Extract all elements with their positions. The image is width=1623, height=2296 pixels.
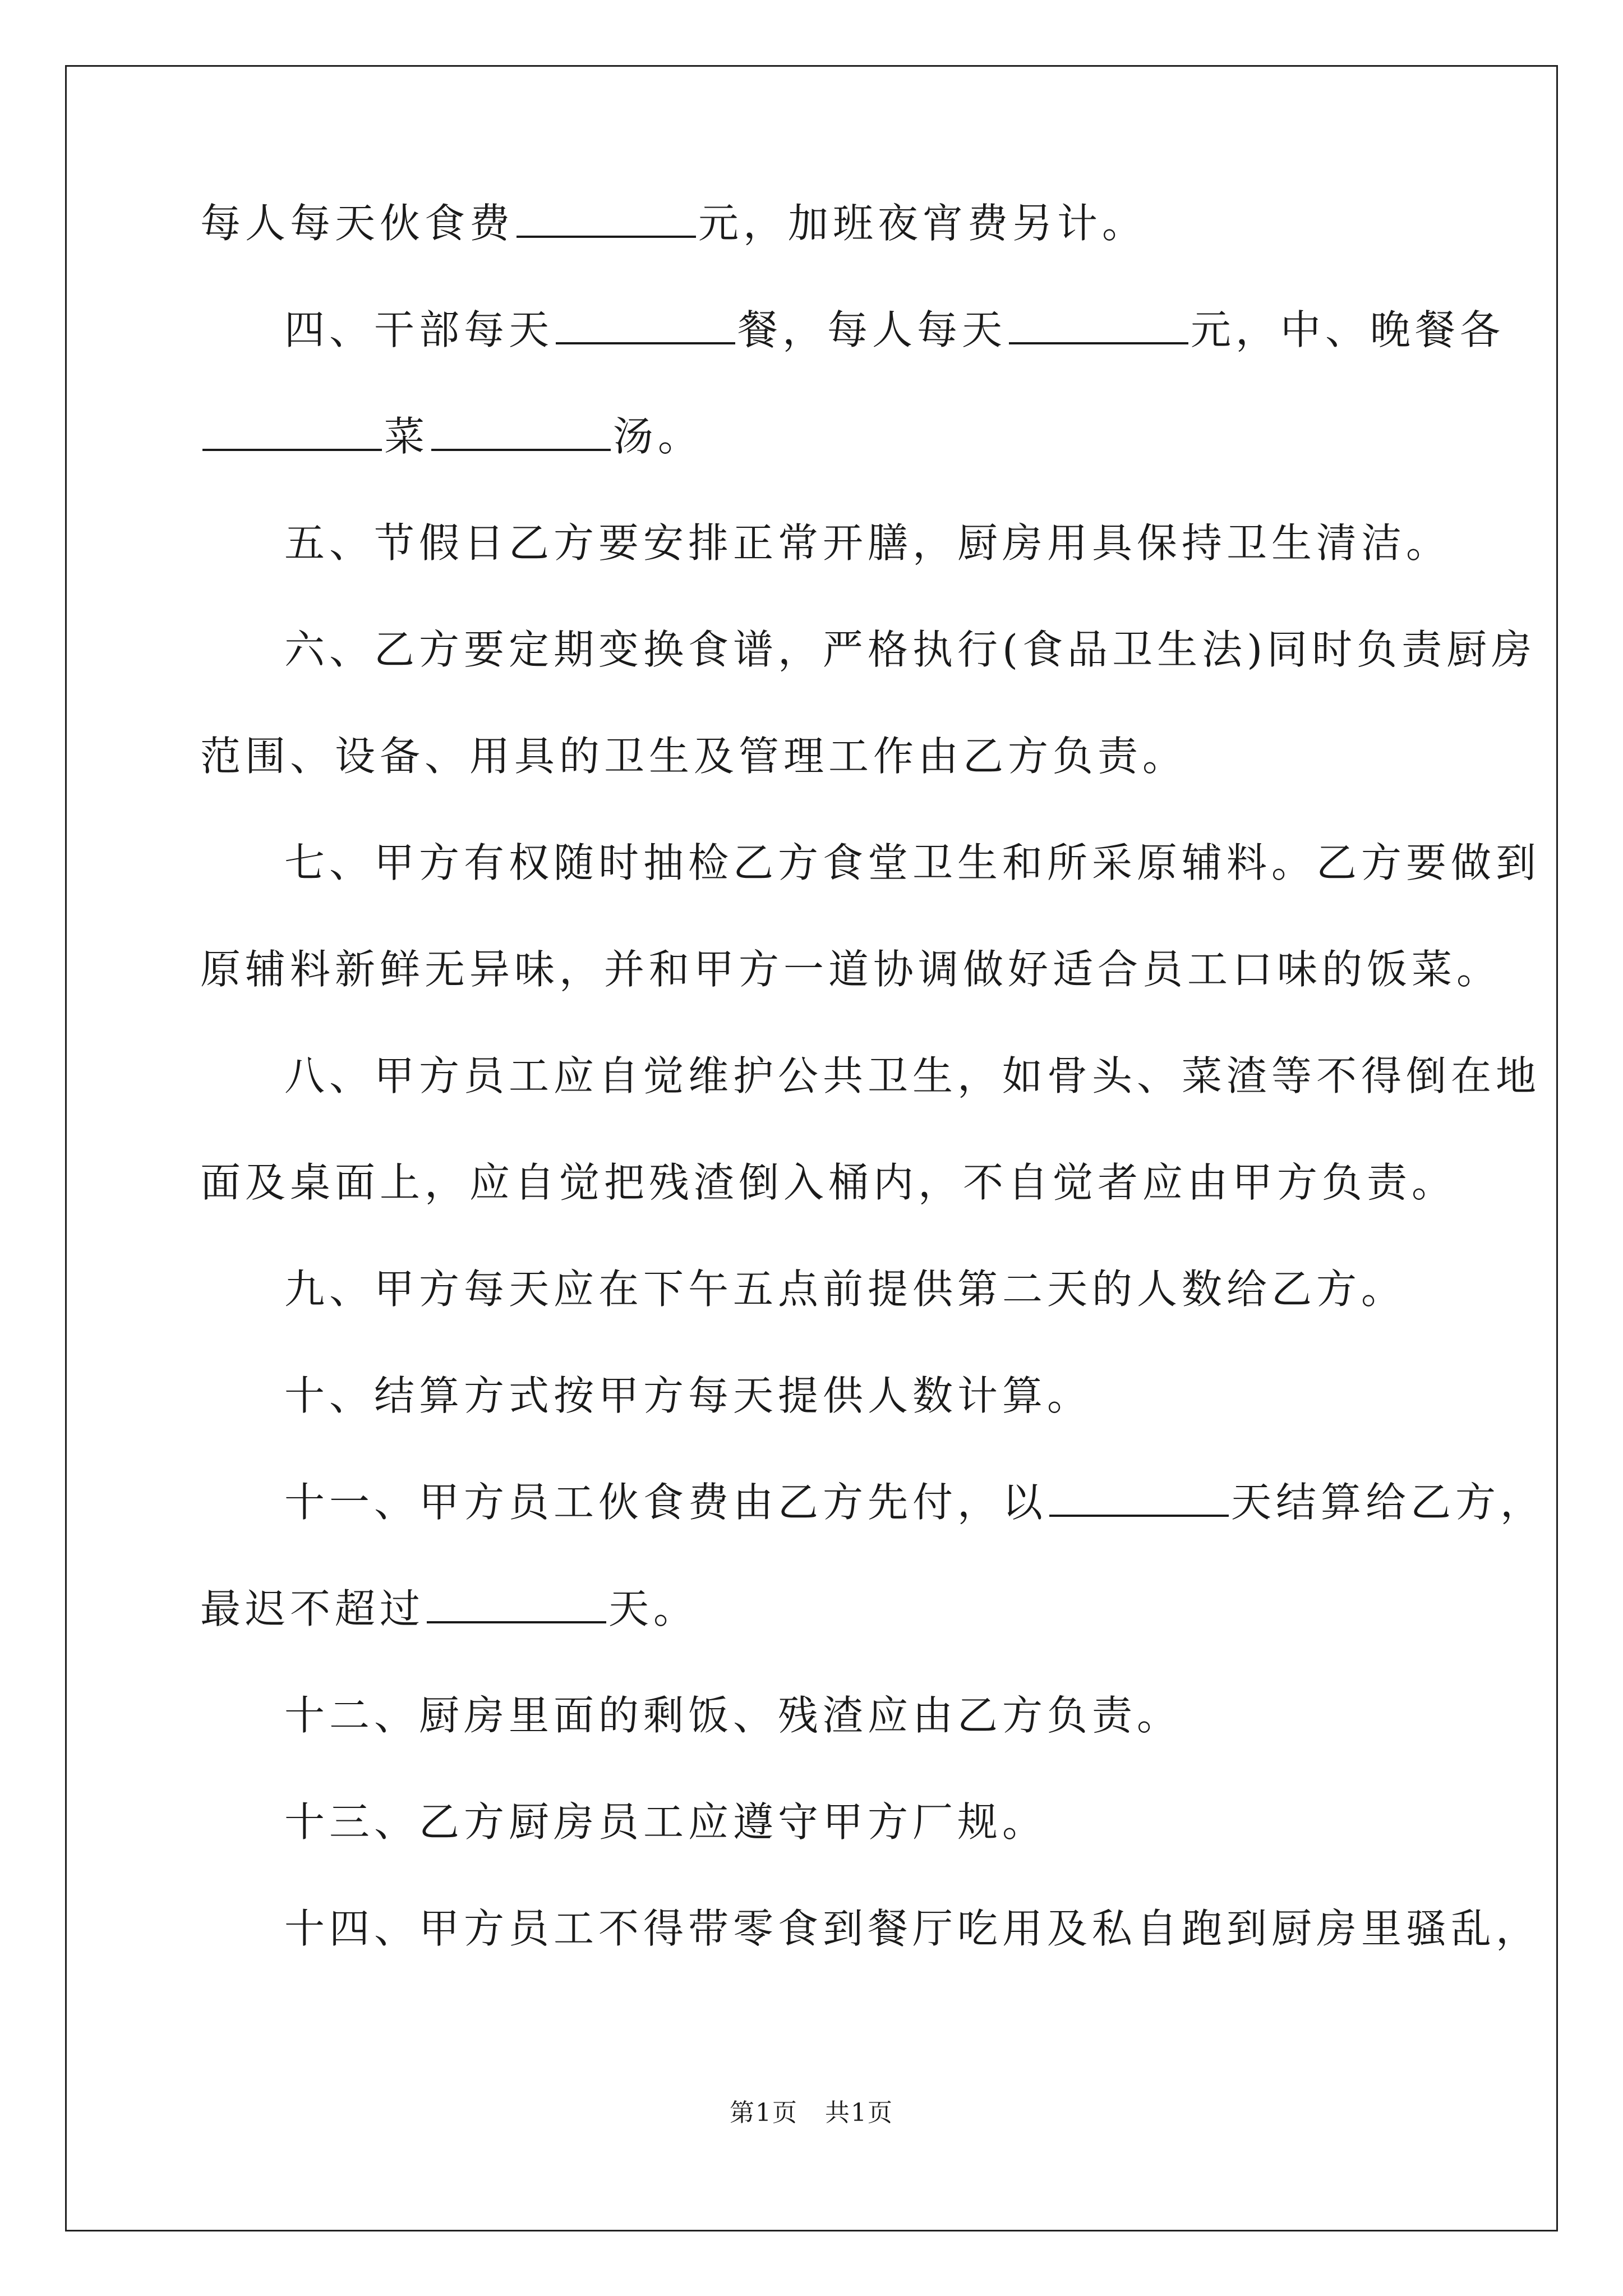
fill-in-blank (427, 1570, 606, 1623)
footer-gap (798, 2099, 825, 2127)
fill-in-blank (431, 397, 611, 451)
paragraph-line (200, 729, 1434, 783)
line-text: 元，中、晚餐各 (1191, 306, 1505, 353)
fill-in-blank (1009, 291, 1188, 344)
page-total: 共1页 (824, 2099, 893, 2127)
line-text: 十一、甲方员工伙食费由乙方先付，以 (284, 1479, 1048, 1526)
line-text: 十、结算方式按甲方每天提供人数计算。 (284, 1372, 1092, 1419)
paragraph-line (200, 1688, 1434, 1742)
line-text: 十三、乙方厨房员工应遵守甲方厂规。 (284, 1798, 1048, 1846)
line-text: 最迟不超过 (200, 1585, 425, 1632)
paragraph-line (200, 836, 1541, 890)
fill-in-blank (1049, 1463, 1229, 1517)
paragraph-line (200, 1262, 1434, 1316)
paragraph-line (200, 1582, 1434, 1636)
fill-in-blank (556, 291, 735, 344)
paragraph-line (200, 516, 1451, 570)
line-text: 菜 (384, 413, 430, 460)
line-text: 餐，每人每天 (737, 306, 1007, 353)
line-text: 四、干部每天 (284, 306, 554, 353)
fill-in-blank (517, 184, 696, 238)
page-footer (0, 2092, 1623, 2128)
fill-in-blank (202, 397, 382, 451)
line-text: 天。 (608, 1585, 699, 1632)
line-text: 范围、设备、用具的卫生及管理工作由乙方负责。 (200, 733, 1188, 780)
document-body (200, 196, 1546, 2008)
line-text: 八、甲方员工应自觉维护公共卫生，如骨头、菜渣等不得倒在地 (284, 1052, 1541, 1099)
line-text: 九、甲方每天应在下午五点前提供第二天的人数给乙方。 (284, 1266, 1407, 1313)
line-text: 十四、甲方员工不得带零食到餐厅吃用及私自跑到厨房里骚乱， (284, 1905, 1541, 1952)
paragraph-line (200, 303, 1505, 357)
line-text: 原辅料新鲜无异味，并和甲方一道协调做好适合员工口味的饭菜。 (200, 946, 1502, 993)
paragraph-line (200, 623, 1537, 677)
paragraph-line (200, 1369, 1434, 1423)
line-text: 十二、厨房里面的剩饭、残渣应由乙方负责。 (284, 1692, 1182, 1739)
paragraph-line (200, 409, 1434, 463)
paragraph-line (200, 1156, 1457, 1209)
line-text: 天结算给乙方， (1231, 1479, 1546, 1526)
page-current: 第1页 (730, 2099, 799, 2127)
paragraph-line (200, 1902, 1541, 1955)
paragraph-line (200, 1475, 1546, 1529)
line-text: 面及桌面上，应自觉把残渣倒入桶内，不自觉者应由甲方负责。 (200, 1159, 1457, 1206)
paragraph-line (200, 942, 1502, 996)
paragraph-line (200, 1049, 1541, 1103)
line-text: 汤。 (613, 413, 703, 460)
line-text: 五、节假日乙方要安排正常开膳，厨房用具保持卫生清洁。 (284, 519, 1451, 567)
line-text: 七、甲方有权随时抽检乙方食堂卫生和所采原辅料。乙方要做到 (284, 839, 1541, 886)
line-text: 元，加班夜宵费另计。 (698, 200, 1147, 247)
line-text: 六、乙方要定期变换食谱，严格执行(食品卫生法)同时负责厨房 (284, 626, 1537, 673)
paragraph-line (200, 196, 1434, 250)
paragraph-line (200, 1795, 1434, 1849)
line-text: 每人每天伙食费 (200, 200, 515, 247)
